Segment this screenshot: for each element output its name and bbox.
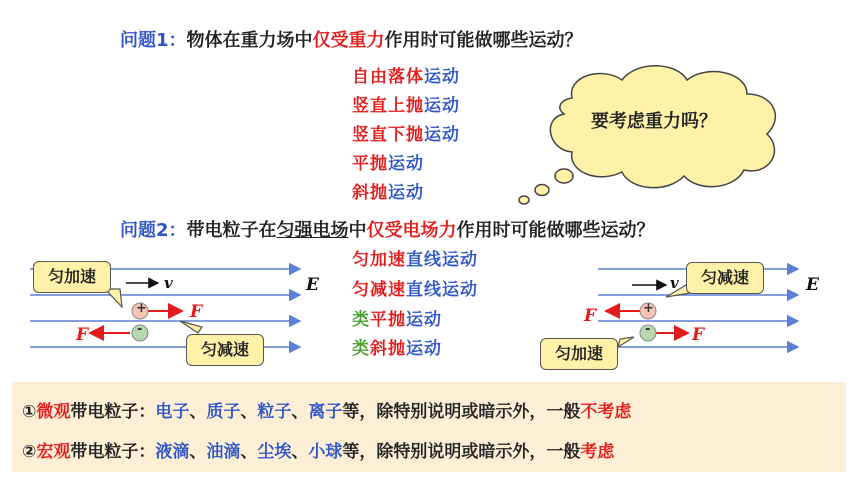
- right-force-label-left: F: [584, 306, 597, 326]
- answer-vertical-down: 竖直下抛运动: [352, 125, 460, 145]
- question-1-text-b: 作用时可能做哪些运动？: [384, 30, 583, 51]
- question-2-uniform-field: 匀强电场: [276, 220, 349, 241]
- right-callout-accelerate: 匀加速: [540, 338, 618, 370]
- question-2-label: 问题2：: [120, 220, 187, 241]
- right-field-label: E: [806, 275, 819, 295]
- left-callout-accelerate: 匀加速: [33, 261, 111, 293]
- left-force-label-right: F: [190, 302, 203, 322]
- macro-keyword: 宏观: [36, 442, 71, 462]
- micro-conclusion: 不考虑: [580, 402, 632, 422]
- answer-oblique-throw: 斜抛运动: [352, 183, 424, 203]
- left-plus-charge: +: [136, 301, 147, 316]
- answer-free-fall: 自由落体运动: [352, 67, 460, 87]
- answer-quasi-oblique-throw: 类斜抛运动: [352, 339, 442, 359]
- answer-vertical-up: 竖直上抛运动: [352, 96, 460, 116]
- question-1-label: 问题1：: [120, 30, 187, 51]
- thought-bubble-icon: [512, 58, 802, 208]
- micro-keyword: 微观: [36, 402, 71, 422]
- question-1-keyword: 仅受重力: [312, 30, 385, 51]
- right-velocity-label: v: [670, 274, 679, 292]
- question-1-text-a: 物体在重力场中: [186, 30, 313, 51]
- left-callout-decelerate: 匀减速: [186, 334, 264, 366]
- right-force-label-right: F: [692, 325, 705, 345]
- right-plus-charge: +: [643, 301, 654, 316]
- answer-uniform-accel-line: 匀加速直线运动: [352, 250, 478, 270]
- right-minus-charge: -: [645, 322, 651, 337]
- left-minus-charge: -: [137, 322, 143, 337]
- thought-bubble-text: 要考虑重力吗？: [591, 111, 717, 132]
- answer-quasi-horizontal-throw: 类平抛运动: [352, 310, 442, 330]
- summary-line-macro: ②宏观带电粒子：液滴、油滴、尘埃、小球等，除特别说明或暗示外，一般考虑: [22, 442, 615, 462]
- macro-conclusion: 考虑: [580, 442, 615, 462]
- left-field-label: E: [306, 275, 319, 295]
- right-callout-decelerate: 匀减速: [686, 262, 764, 294]
- question-2: 问题2：带电粒子在匀强电场中仅受电场力作用时可能做哪些运动？: [120, 220, 655, 241]
- answer-uniform-decel-line: 匀减速直线运动: [352, 280, 478, 300]
- left-force-label-left: F: [76, 325, 89, 345]
- question-2-keyword: 仅受电场力: [366, 220, 457, 241]
- summary-line-micro: ①微观带电粒子：电子、质子、粒子、离子等，除特别说明或暗示外，一般不考虑: [22, 402, 632, 422]
- left-velocity-label: v: [164, 274, 173, 292]
- question-1: [120, 26, 583, 52]
- answer-horizontal-throw: 平抛运动: [352, 154, 424, 174]
